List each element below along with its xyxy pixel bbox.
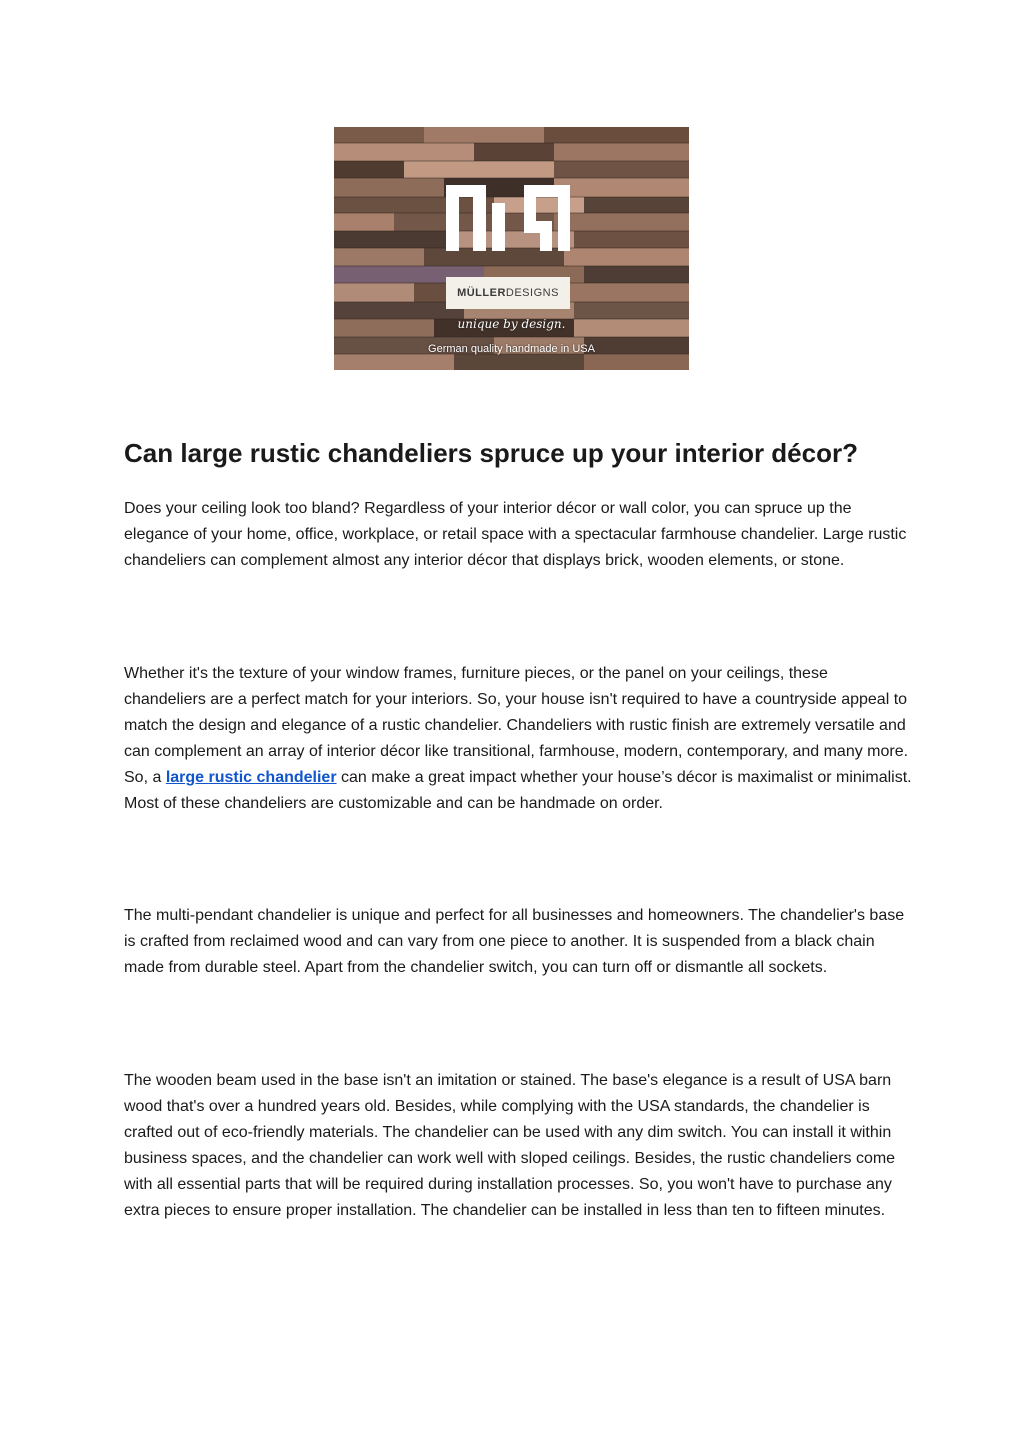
article-title: Can large rustic chandeliers spruce up your interior décor? [124, 438, 858, 468]
brand-tagline: unique by design. [457, 317, 566, 331]
brand-name-rest: DESIGNS [505, 287, 559, 299]
paragraph-4: The wooden beam used in the base isn't an imitation or stained. The base's elegance is a result of USA barn wood that's over a hundred years old. Besides, while complying with the USA standards, the chandelier is crafted out of eco-friendly materials. The chandelier can be used with any dim switch. You can install it within business spaces, and the chandelier can work well with sloped ceilings. Besides, the rustic chandeliers come with all essential parts that will be required during installation processes. So, you won't have to purchase any extra pieces to ensure proper installation. The chandelier can be installed in less than ten to fifteen minutes. [124, 1072, 896, 1219]
paragraph-3: The multi-pendant chandelier is unique and perfect for all businesses and homeowners. The chandelier's base is crafted from reclaimed wood and can vary from one piece to another. It is suspended from a black chain made from durable steel. Apart from the chandelier switch, you can turn off or dismantle all sockets. [124, 907, 905, 976]
paragraph-2-text-before: Whether it's the texture of your window frames, furniture pieces, or the panel on your ceilings, these chandeliers are a perfect match for your interiors. So, your house isn't required to have a countryside appeal to match the design and elegance of a rustic chandelier. Chandeliers with rustic finish are extremely versatile and can complement an array of interior décor like transitional, farmhouse, modern, contemporary, and many more. So, a [124, 665, 909, 786]
brand-name-bold: MÜLLER [457, 287, 506, 299]
paragraph-2 [124, 661, 914, 817]
large-rustic-chandelier-link[interactable]: large rustic chandelier [165, 769, 337, 786]
brand-logo-image [334, 127, 689, 370]
paragraph-2-text-after: can make a great impact whether your house’s décor is maximalist or minimalist. Most of these chandeliers are customizable and can be handmade on order. [124, 769, 912, 812]
wood-planks-background [334, 127, 689, 370]
brand-subline: German quality handmade in USA [428, 343, 595, 355]
brand-name-box [446, 277, 570, 309]
paragraph-1: Does your ceiling look too bland? Regardless of your interior décor or wall color, you can spruce up the elegance of your home, office, workplace, or retail space with a spectacular farmhouse chandelier. Large rustic chandeliers can complement almost any interior décor that displays brick, wooden elements, or stone. [124, 500, 907, 569]
